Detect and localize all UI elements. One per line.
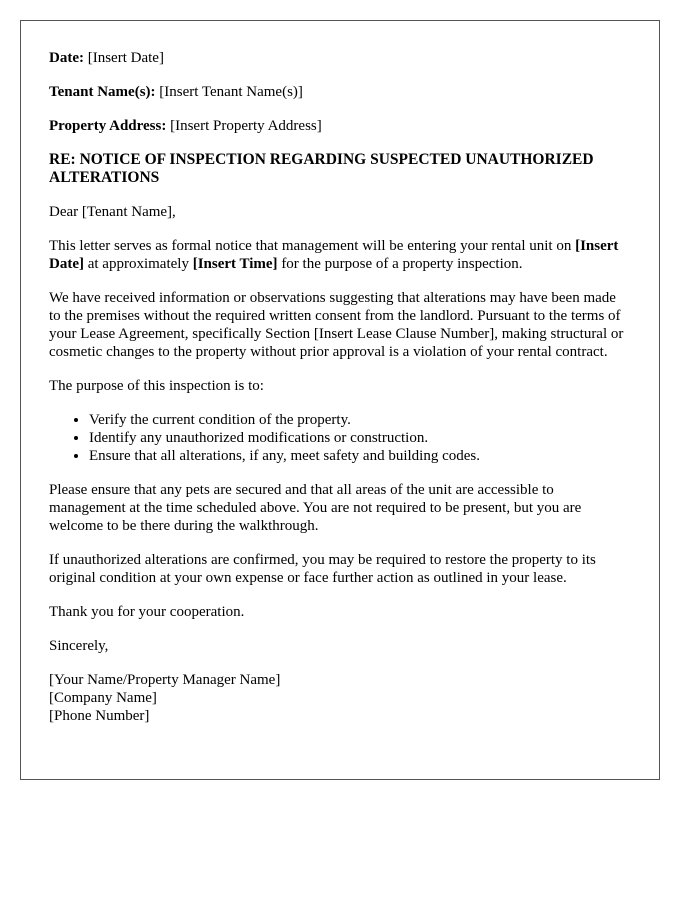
date-label: Date: bbox=[49, 50, 84, 66]
purpose-item: • Verify the current condition of the property. bbox=[89, 411, 631, 429]
address-label: Property Address: bbox=[49, 118, 167, 134]
paragraph-alterations: We have received information or observations suggesting that alterations may have been made to the premises without the required written consent from the landlord. Pursuant to the terms of your Lease Agreement, specifically Section [Insert Lease Clause Number], making structural or cosmetic changes to the property without prior approval is a violation of your rental contract. bbox=[49, 290, 624, 360]
purpose-intro: The purpose of this inspection is to: bbox=[49, 378, 264, 394]
paragraph-inspection-notice bbox=[49, 237, 631, 273]
date-value: [Insert Date] bbox=[83, 50, 164, 66]
letter-page bbox=[20, 20, 660, 780]
purpose-item: • Identify any unauthorized modifications or construction. bbox=[89, 429, 631, 447]
para1-text-c: for the purpose of a property inspection. bbox=[277, 256, 523, 272]
purpose-item: • Ensure that all alterations, if any, meet safety and building codes. bbox=[89, 447, 631, 465]
paragraph-consequences: If unauthorized alterations are confirmed, you may be required to restore the property to its original condition at your own expense or face further action as outlined in your lease. bbox=[49, 552, 596, 586]
thanks-line: Thank you for your cooperation. bbox=[49, 604, 245, 620]
signature-name: [Your Name/Property Manager Name] bbox=[49, 672, 281, 688]
para1-text-b: at approximately bbox=[83, 256, 193, 272]
tenant-label: Tenant Name(s): bbox=[49, 84, 156, 100]
para1-time: [Insert Time] bbox=[192, 256, 278, 272]
closing-line: Sincerely, bbox=[49, 638, 109, 654]
date-line bbox=[49, 49, 631, 67]
para1-date: [Insert Date] bbox=[49, 238, 619, 272]
signature-company: [Company Name] bbox=[49, 690, 157, 706]
address-value: [Insert Property Address] bbox=[166, 118, 322, 134]
para1-text-a: This letter serves as formal notice that management will be entering your rental unit on bbox=[49, 238, 576, 254]
tenant-line bbox=[49, 83, 631, 101]
subject-line: RE: NOTICE OF INSPECTION REGARDING SUSPECTED UNAUTHORIZED ALTERATIONS bbox=[49, 151, 594, 186]
signature-block bbox=[49, 671, 631, 725]
greeting: Dear [Tenant Name], bbox=[49, 204, 176, 220]
tenant-value: [Insert Tenant Name(s)] bbox=[155, 84, 303, 100]
address-line bbox=[49, 117, 631, 135]
purpose-list bbox=[49, 411, 631, 465]
signature-phone: [Phone Number] bbox=[49, 708, 150, 724]
paragraph-access: Please ensure that any pets are secured and that all areas of the unit are accessible to management at the time scheduled above. You are not required to be present, but you are welcome to be there during the walkthrough. bbox=[49, 482, 582, 534]
